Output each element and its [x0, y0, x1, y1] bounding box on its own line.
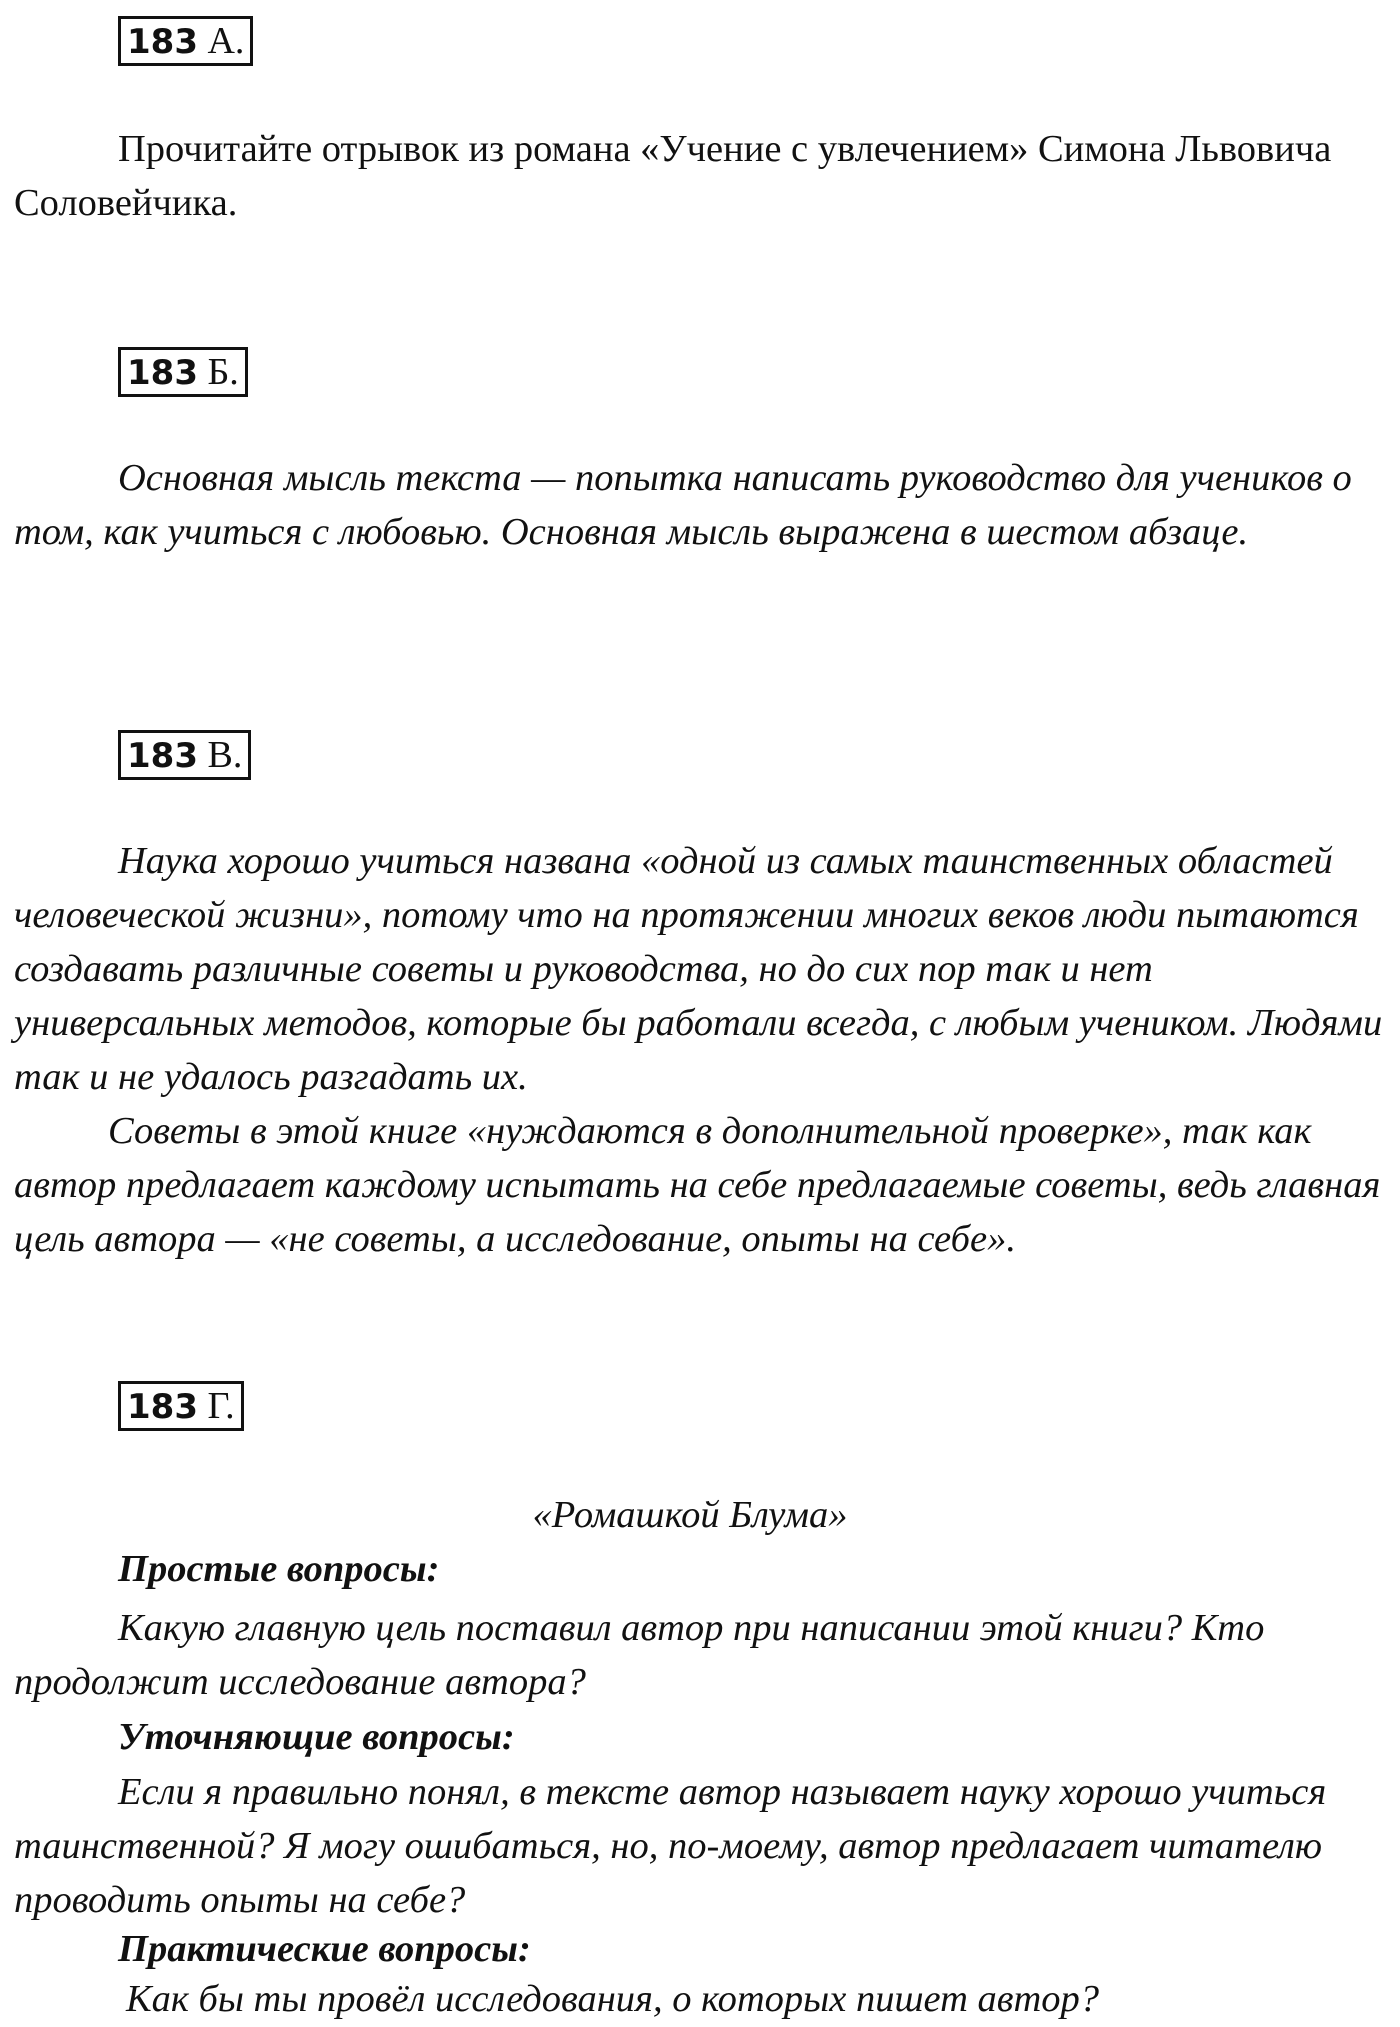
- task-number: 183: [127, 22, 198, 62]
- task-number: 183: [127, 353, 198, 393]
- practical-questions-text: Как бы ты провёл исследования, о которых пишет автор?: [126, 1978, 1100, 2020]
- task-v-paragraph-1: Наука хорошо учиться названа «одной из самых таинственных областей человеческой жизни», потому что на протяжении многих веков люди пытаются создавать различные советы и руководства, но до сих пор так и нет универсальных методов, которые бы работали всегда, с любым учеником. Людями так и не удалось разгадать их.: [14, 840, 1383, 1098]
- clarifying-questions-text: Если я правильно понял, в тексте автор называет науку хорошо учиться таинственной? Я могу ошибаться, но, по-моему, автор предлагает читателю проводить опыты на себе?: [14, 1771, 1327, 1921]
- task-label-183b: [118, 347, 248, 397]
- task-letter: В.: [207, 734, 243, 776]
- task-letter: А.: [207, 20, 245, 62]
- task-b-text: Основная мысль текста — попытка написать руководство для учеников о том, как учиться с любовью. Основная мысль выражена в шестом абзаце.: [14, 457, 1352, 553]
- task-a-text: Прочитайте отрывок из романа «Учение с увлечением» Симона Львовича Соловейчика.: [14, 128, 1332, 224]
- simple-questions-text: Какую главную цель поставил автор при написании этой книги? Кто продолжит исследование автора?: [14, 1607, 1265, 1703]
- task-label-183a: [118, 16, 253, 66]
- task-v-paragraph-2: Советы в этой книге «нуждаются в дополнительной проверке», так как автор предлагает каждому испытать на себе предлагаемые советы, ведь главная цель автора — «не советы, а исследование, опыты на себе».: [14, 1110, 1381, 1260]
- task-label-183g: [118, 1381, 244, 1431]
- task-letter: Г.: [207, 1385, 235, 1427]
- task-label-183v: [118, 730, 251, 780]
- task-number: 183: [127, 1387, 198, 1427]
- practical-questions-heading: Практические вопросы:: [118, 1928, 531, 1970]
- bloom-chamomile-title: «Ромашкой Блума»: [532, 1494, 848, 1536]
- simple-questions-heading: Простые вопросы:: [118, 1548, 440, 1590]
- clarifying-questions-heading: Уточняющие вопросы:: [118, 1716, 515, 1758]
- task-number: 183: [127, 736, 198, 776]
- task-letter: Б.: [207, 351, 239, 393]
